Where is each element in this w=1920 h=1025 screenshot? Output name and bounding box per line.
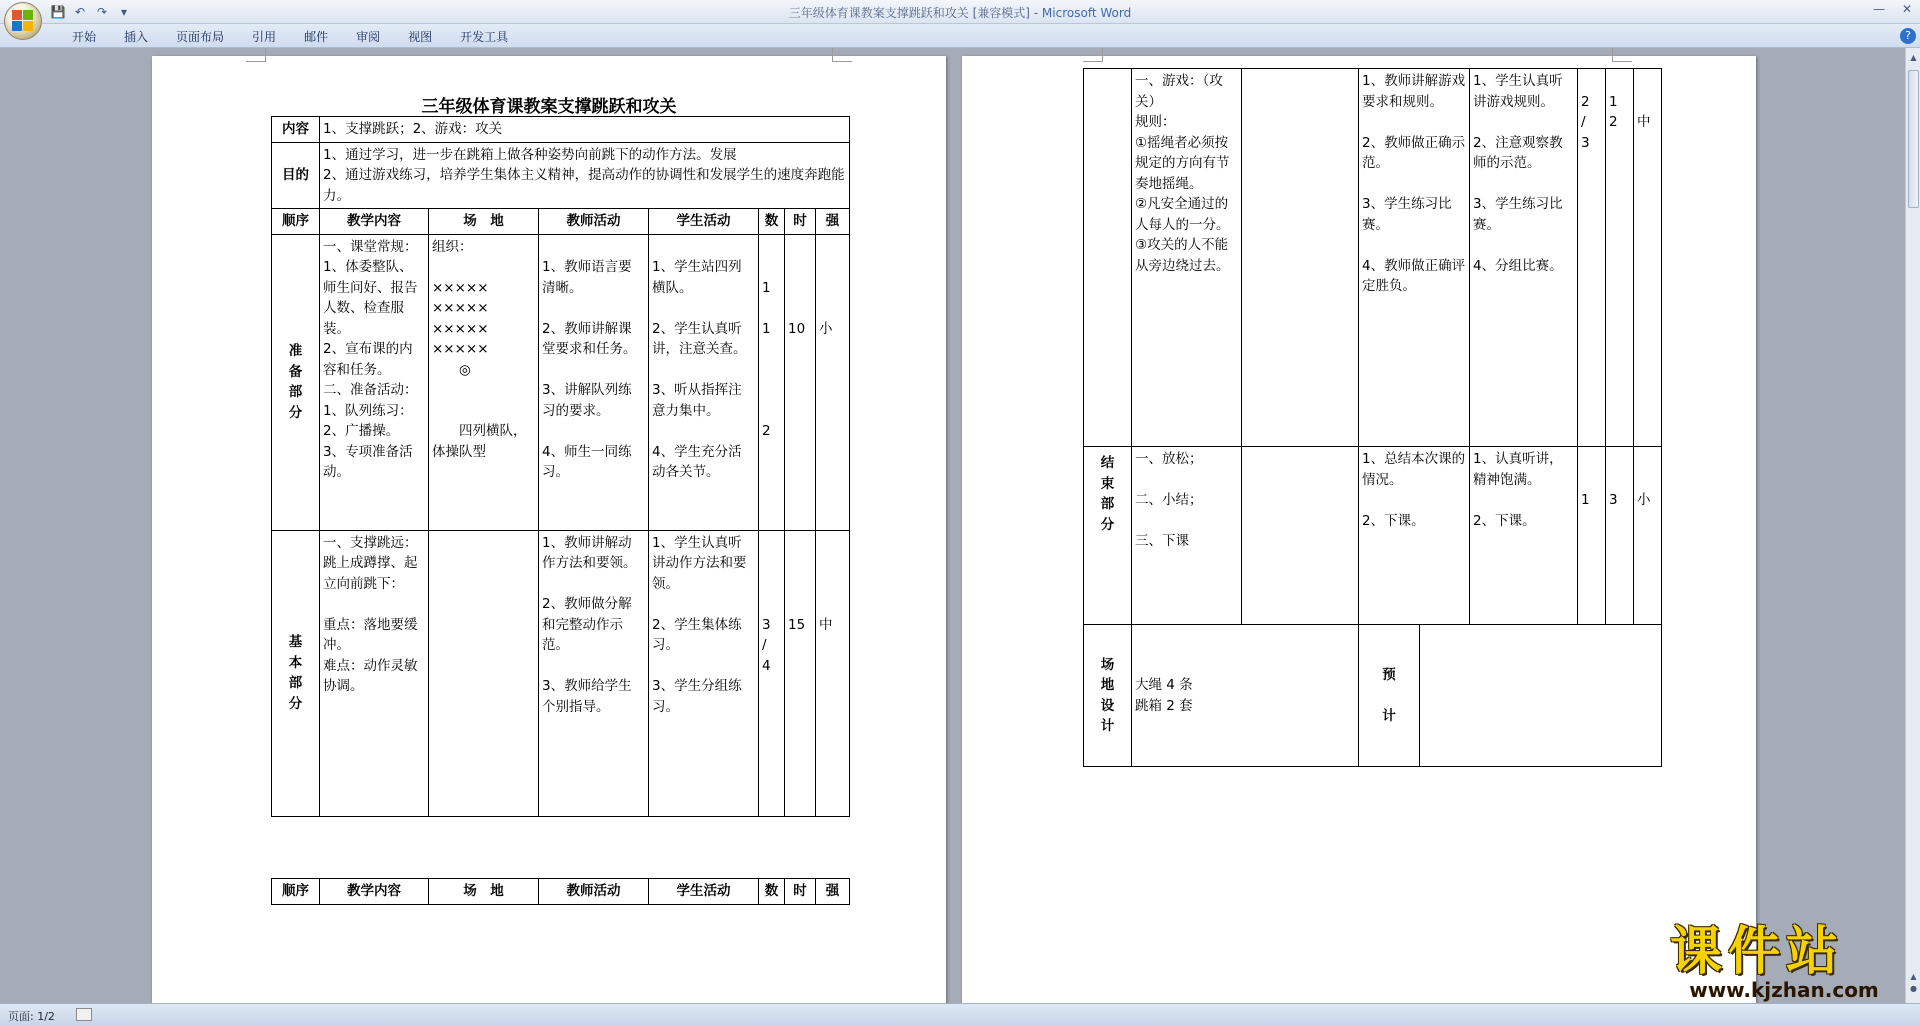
venue-table (1083, 624, 1662, 767)
tab-2[interactable]: 页面布局 (176, 30, 225, 44)
content-row (272, 117, 850, 143)
scroll-up-icon[interactable]: ▲ (1910, 53, 1917, 62)
column-header: 顺序 (272, 879, 320, 905)
basic-intensity[interactable]: 中 (816, 530, 850, 816)
column-header: 数 (759, 879, 785, 905)
lesson-table-main (271, 208, 850, 817)
prep-row (272, 234, 850, 530)
prep-content[interactable]: 一、课堂常规： 1、体委整队、师生问好、报告人数、检查服装。 2、宣布课的内容和任务。 二、准备活动： 1、队列练习： 2、广播操。 3、专项准备活动。 (320, 234, 429, 530)
basic-label: 基 本 部 分 (272, 530, 320, 816)
column-header: 教学内容 (320, 209, 429, 235)
column-header: 数 (759, 209, 785, 235)
tab-list (58, 29, 522, 45)
prev-page-icon[interactable]: ▲ (1910, 972, 1917, 981)
column-header: 教学内容 (320, 879, 429, 905)
game-teacher[interactable]: 1、教师讲解游戏要求和规则。 2、教师做正确示范。 3、学生练习比赛。 4、教师做正确评定胜负。 (1359, 69, 1470, 447)
goal-label: 目的 (272, 142, 320, 209)
ribbon-tabs (0, 24, 1920, 48)
forecast-text[interactable] (1420, 625, 1662, 767)
document-name: 三年级体育课教案支撑跳跃和攻关 [兼容模式] - (788, 6, 1042, 20)
save-icon[interactable]: 💾 (50, 5, 66, 19)
venue-label: 场 地 设 计 (1084, 625, 1132, 767)
game-label (1084, 69, 1132, 447)
tab-4[interactable]: 邮件 (304, 30, 329, 44)
end-count[interactable]: 1 (1578, 447, 1606, 625)
end-teacher[interactable]: 1、总结本次课的情况。 2、下课。 (1359, 447, 1470, 625)
end-site[interactable] (1242, 447, 1359, 625)
document-workspace[interactable] (0, 48, 1905, 1003)
game-site[interactable] (1242, 69, 1359, 447)
crop-mark (832, 48, 852, 62)
page-1[interactable] (152, 56, 946, 1003)
end-intensity[interactable]: 小 (1634, 447, 1662, 625)
column-header: 时 (785, 209, 816, 235)
undo-icon[interactable]: ↶ (74, 5, 86, 19)
end-row (1084, 447, 1662, 625)
game-intensity[interactable]: 中 (1634, 69, 1662, 447)
office-logo-icon (12, 10, 34, 32)
end-time[interactable]: 3 (1606, 447, 1634, 625)
basic-time[interactable]: 15 (785, 530, 816, 816)
office-button[interactable] (4, 2, 42, 40)
game-time[interactable]: 1 2 (1606, 69, 1634, 447)
game-row (1084, 69, 1662, 447)
lesson-table-top (271, 116, 850, 209)
document-title: 三年级体育课教案支撑跳跃和攻关 (421, 97, 677, 117)
prep-time[interactable]: 10 (785, 234, 816, 530)
tab-5[interactable]: 审阅 (356, 30, 381, 44)
basic-teacher[interactable]: 1、教师讲解动作方法和要领。 2、教师做分解和完整动作示范。 3、教师给学生个别指导。 (539, 530, 649, 816)
status-bar (0, 1003, 1920, 1025)
crop-mark (246, 48, 266, 62)
venue-text[interactable]: 大绳 4 条 跳箱 2 套 (1132, 625, 1359, 767)
header-row (272, 209, 850, 235)
end-student[interactable]: 1、认真听讲，精神饱满。 2、下课。 (1470, 447, 1578, 625)
prep-count[interactable]: 1 1 2 (759, 234, 785, 530)
column-header: 场 地 (429, 879, 539, 905)
redo-icon[interactable]: ↷ (96, 5, 108, 19)
vertical-scrollbar[interactable] (1905, 48, 1920, 1003)
column-header: 场 地 (429, 209, 539, 235)
tab-1[interactable]: 插入 (124, 30, 149, 44)
game-count[interactable]: 2 / 3 (1578, 69, 1606, 447)
prep-teacher[interactable]: 1、教师语言要清晰。 2、教师讲解课堂要求和任务。 3、讲解队列练习的要求。 4、师生一同练习。 (539, 234, 649, 530)
column-header: 学生活动 (649, 879, 759, 905)
column-header: 教师活动 (539, 209, 649, 235)
tab-3[interactable]: 引用 (252, 30, 277, 44)
header-row-repeat (272, 879, 850, 905)
page-indicator[interactable]: 页面: 1/2 (8, 1010, 55, 1023)
column-header: 时 (785, 879, 816, 905)
forecast-label: 预 计 (1359, 625, 1420, 767)
title-bar (0, 0, 1920, 24)
help-icon[interactable]: ? (1900, 28, 1916, 44)
crop-mark (1612, 48, 1632, 62)
basic-row (272, 530, 850, 816)
minimize-icon[interactable]: — (1873, 2, 1885, 16)
watermark-url: www.kjzhan.com (1689, 978, 1879, 1002)
scrollbar-thumb[interactable] (1908, 70, 1919, 208)
goal-row (272, 142, 850, 209)
window-title (0, 4, 1920, 21)
customize-toolbar-icon[interactable]: ▾ (120, 5, 128, 19)
prep-site[interactable]: 组织： ××××× ××××× ××××× ××××× ◎ 四列横队，体操队型 (429, 234, 539, 530)
close-icon[interactable]: ✕ (1901, 2, 1913, 16)
content-label: 内容 (272, 117, 320, 143)
venue-row (1084, 625, 1662, 767)
column-header: 学生活动 (649, 209, 759, 235)
basic-student[interactable]: 1、学生认真听讲动作方法和要领。 2、学生集体练习。 3、学生分组练习。 (649, 530, 759, 816)
game-student[interactable]: 1、学生认真听讲游戏规则。 2、注意观察教师的示范。 3、学生练习比赛。 4、分组比赛。 (1470, 69, 1578, 447)
basic-count[interactable]: 3 / 4 (759, 530, 785, 816)
basic-content[interactable]: 一、支撑跳远： 跳上成蹲撑、起立向前跳下： 重点：落地要缓冲。 难点：动作灵敏协调。 (320, 530, 429, 816)
tab-0[interactable]: 开始 (72, 30, 97, 44)
column-header: 强 (816, 879, 850, 905)
app-name: Microsoft Word (1041, 6, 1132, 20)
goal-text[interactable]: 1、通过学习，进一步在跳箱上做各种姿势向前跳下的动作方法。发展 2、通过游戏练习，培养学生集体主义精神，提高动作的协调性和发展学生的速度奔跑能力。 (320, 142, 850, 209)
basic-site[interactable] (429, 530, 539, 816)
prep-intensity[interactable]: 小 (816, 234, 850, 530)
lesson-table-repeat-header (271, 878, 850, 905)
tab-6[interactable]: 视图 (408, 30, 433, 44)
end-content[interactable]: 一、放松； 二、小结； 三、下课 (1132, 447, 1242, 625)
page-2[interactable] (962, 56, 1756, 1003)
watermark-text: 课件站 (1670, 922, 1845, 982)
column-header: 顺序 (272, 209, 320, 235)
tab-7[interactable]: 开发工具 (460, 30, 509, 44)
end-label: 结 束 部 分 (1084, 447, 1132, 625)
game-content[interactable]: 一、游戏：（攻关） 规则： ①摇绳者必须按规定的方向有节奏地摇绳。 ②凡安全通过的人每人的一分。 ③攻关的人不能从旁边绕过去。 (1132, 69, 1242, 447)
column-header: 教师活动 (539, 879, 649, 905)
window-controls (1870, 2, 1916, 16)
column-header: 强 (816, 209, 850, 235)
crop-mark (1083, 48, 1103, 62)
watermark-logo (1670, 924, 1898, 1002)
prep-label: 准 备 部 分 (272, 234, 320, 530)
proofing-icon[interactable] (76, 1008, 92, 1021)
content-text[interactable]: 1、支撑跳跃；2、游戏：攻关 (320, 117, 850, 143)
browse-object-icon[interactable]: ● (1910, 984, 1917, 993)
lesson-table-page2 (1083, 68, 1662, 625)
prep-student[interactable]: 1、学生站四列横队。 2、学生认真听讲，注意关查。 3、听从指挥注意力集中。 4、学生充分活动各关节。 (649, 234, 759, 530)
